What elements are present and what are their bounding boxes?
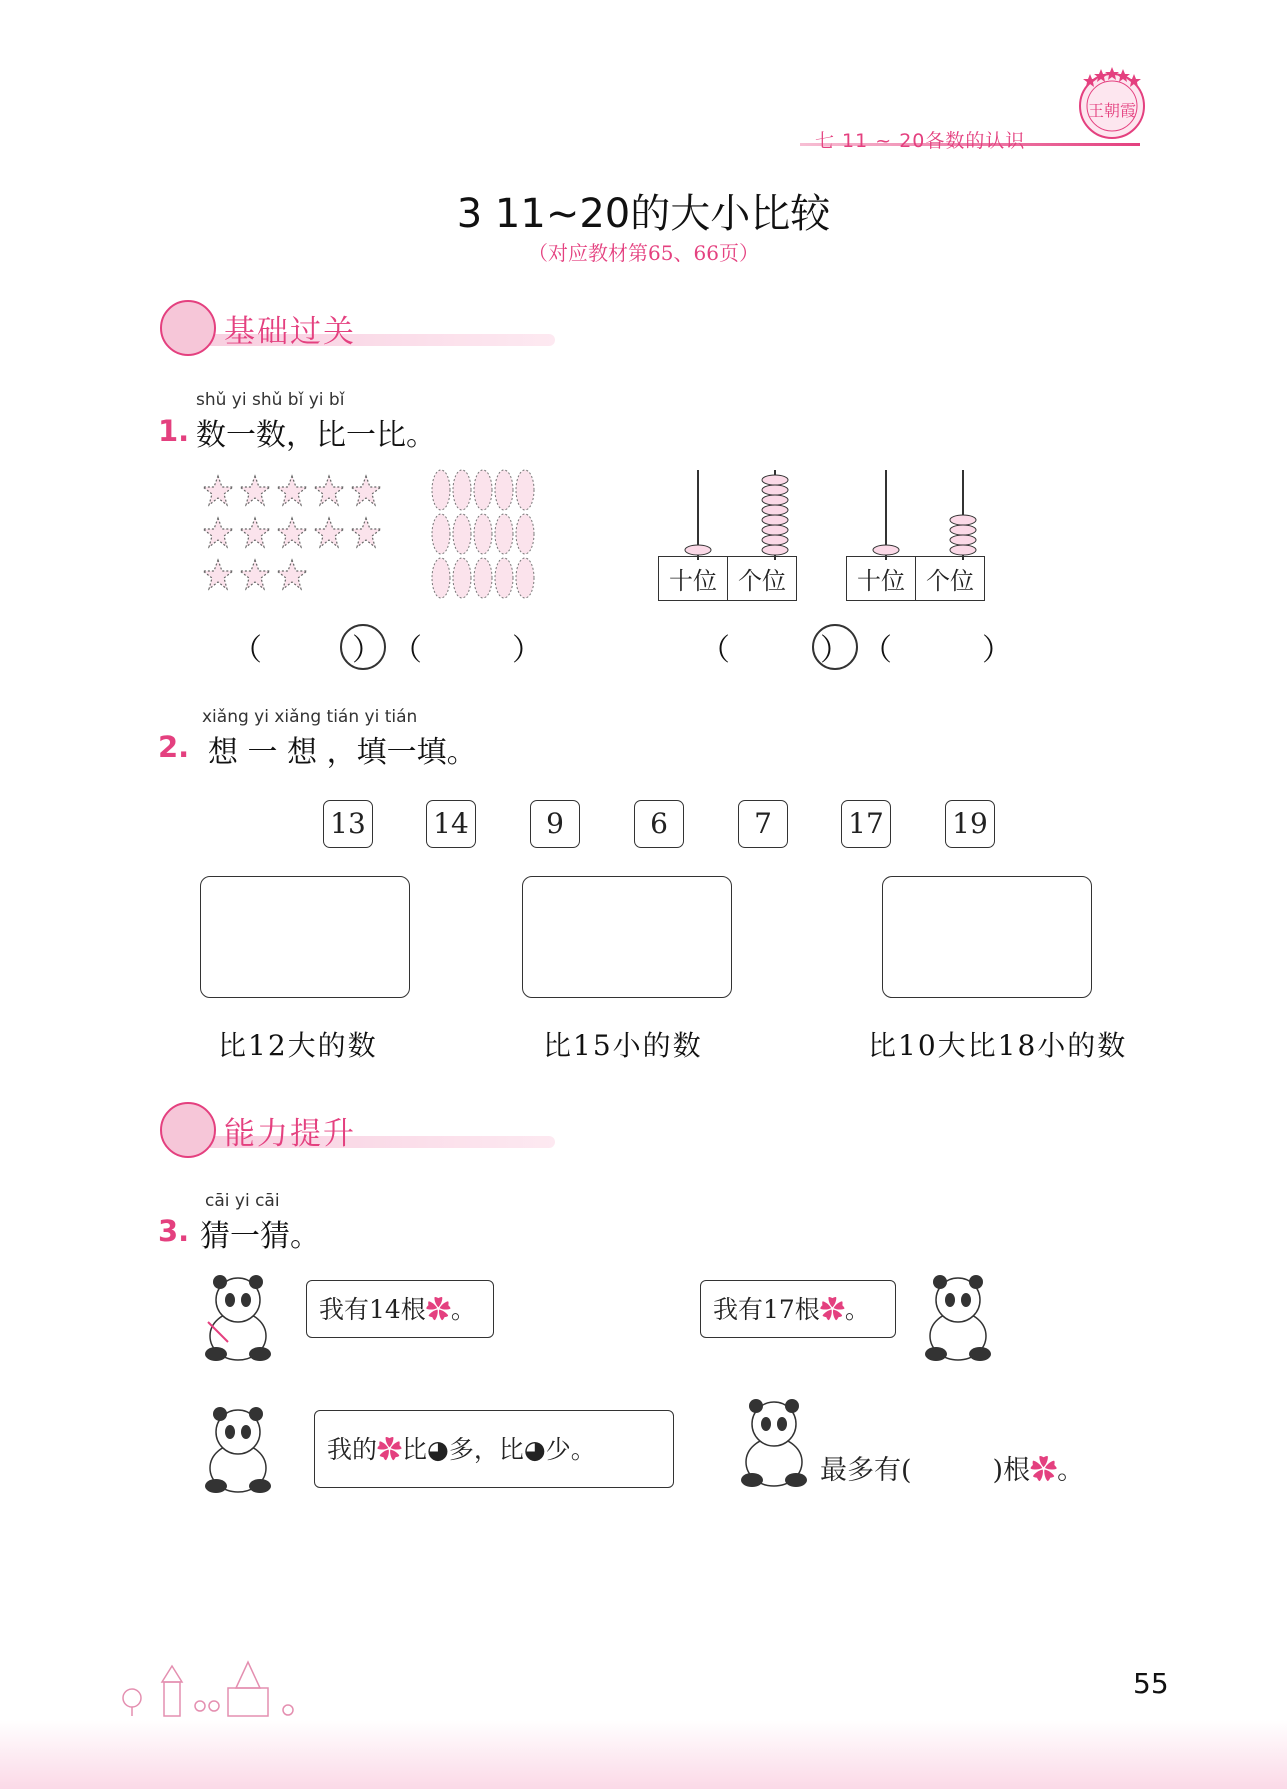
bubble-text: 少。 xyxy=(545,1435,596,1464)
most-answer-line xyxy=(820,1448,1084,1487)
number-card[interactable]: 17 xyxy=(841,800,891,848)
speech-bubble-compare xyxy=(314,1410,674,1488)
bubble-text: 我的 xyxy=(327,1435,378,1464)
abacus-bead xyxy=(950,525,976,535)
leaf-item xyxy=(474,470,492,510)
leaf-item xyxy=(432,558,450,598)
bamboo-icon: ✿ xyxy=(819,1295,845,1324)
abacus-bead xyxy=(950,545,976,555)
abacus-bead xyxy=(762,525,788,535)
compare-circle-left[interactable] xyxy=(340,624,386,670)
leaf-item xyxy=(495,470,513,510)
leaf-item xyxy=(516,514,534,554)
footer-band xyxy=(0,1720,1287,1789)
star-item xyxy=(240,476,270,505)
blank-abacus-right[interactable]: （ ） xyxy=(862,633,1012,668)
number-card[interactable]: 6 xyxy=(634,800,684,848)
leaf-item xyxy=(516,558,534,598)
star-item xyxy=(203,518,233,547)
leaf-item xyxy=(516,470,534,510)
page-title: 3 11~20的大小比较 xyxy=(456,191,831,237)
place-value-table-right xyxy=(846,556,985,601)
bubble-text: 比 xyxy=(402,1435,428,1464)
panda-icon xyxy=(198,1404,276,1494)
textbook-reference: （对应教材第65、66页） xyxy=(528,241,759,265)
star-item xyxy=(277,518,307,547)
answer-period: 。 xyxy=(1057,1455,1085,1486)
star-item xyxy=(203,476,233,505)
logo-text: 王朝霞 xyxy=(1087,101,1137,120)
girl-face-icon xyxy=(160,300,216,356)
leaf-item xyxy=(474,514,492,554)
ones-label: 个位 xyxy=(728,557,797,601)
blank-leaves[interactable]: （ ） xyxy=(392,633,542,668)
answer-box-less-15[interactable] xyxy=(522,876,732,998)
star-item xyxy=(240,560,270,589)
section-basic xyxy=(160,300,580,352)
bubble-period: 。 xyxy=(450,1295,476,1324)
number-card[interactable]: 9 xyxy=(530,800,580,848)
abacus-left-rods xyxy=(658,468,814,560)
page-number: 55 xyxy=(1133,1667,1169,1700)
leaf-item xyxy=(474,558,492,598)
q2-pinyin: xiǎng yi xiǎng tián yi tián xyxy=(202,707,418,727)
q3-text: 猜一猜。 xyxy=(200,1219,320,1254)
tens-label: 十位 xyxy=(659,557,728,601)
abacus-right-rods xyxy=(846,468,1002,560)
box-label: 比15小的数 xyxy=(543,1029,703,1062)
ones-label: 个位 xyxy=(916,557,985,601)
abacus-bead xyxy=(762,545,788,555)
speech-bubble-14 xyxy=(306,1280,494,1338)
place-value-table-left xyxy=(658,556,797,601)
panda-small-icon: ◕ xyxy=(523,1435,546,1464)
panda-small-icon: ◕ xyxy=(427,1435,449,1464)
leaf-item xyxy=(432,470,450,510)
bamboo-icon: ✿ xyxy=(1030,1455,1058,1486)
abacus-bead xyxy=(950,515,976,525)
blank-abacus-left[interactable]: （ ） xyxy=(700,633,850,668)
bamboo-icon: ✿ xyxy=(377,1435,403,1464)
speech-bubble-17 xyxy=(700,1280,896,1338)
star-item xyxy=(203,560,233,589)
panda-icon xyxy=(198,1272,276,1362)
leaf-item xyxy=(432,514,450,554)
brand-seal-logo xyxy=(1076,66,1148,144)
tens-label: 十位 xyxy=(847,557,916,601)
castle-decoration-icon xyxy=(118,1648,418,1718)
abacus-bead xyxy=(762,475,788,485)
section-advanced xyxy=(160,1102,580,1154)
star-item xyxy=(351,476,381,505)
q3-number: 3. xyxy=(158,1214,190,1248)
leaf-item xyxy=(495,558,513,598)
star-item xyxy=(240,518,270,547)
number-card[interactable]: 7 xyxy=(738,800,788,848)
bubble-text: 我有17根 xyxy=(713,1295,820,1324)
boy-face-icon xyxy=(160,1102,216,1158)
bubble-text: 我有14根 xyxy=(319,1295,426,1324)
star-item xyxy=(277,476,307,505)
panda-icon xyxy=(734,1394,812,1490)
q1-text: 数一数，比一比。 xyxy=(196,418,436,453)
box-label: 比12大的数 xyxy=(218,1029,378,1062)
panda-icon xyxy=(918,1272,996,1362)
q1-number: 1. xyxy=(158,414,190,448)
star-item xyxy=(314,518,344,547)
bamboo-icon: ✿ xyxy=(425,1295,451,1324)
box-label: 比10大比18小的数 xyxy=(868,1029,1128,1062)
answer-box-between-10-18[interactable] xyxy=(882,876,1092,998)
abacus-bead xyxy=(762,515,788,525)
abacus-bead xyxy=(762,485,788,495)
answer-box-greater-12[interactable] xyxy=(200,876,410,998)
bubble-text: 多，比 xyxy=(448,1435,524,1464)
number-card[interactable]: 19 xyxy=(945,800,995,848)
star-item xyxy=(277,560,307,589)
blank-stars[interactable]: （ ） xyxy=(232,633,382,668)
number-card[interactable]: 13 xyxy=(323,800,373,848)
abacus-left xyxy=(658,468,814,596)
q2-text: 想 一 想 ，填一填。 xyxy=(208,735,477,770)
leaf-item xyxy=(453,558,471,598)
star-item xyxy=(314,476,344,505)
leaves-picture xyxy=(430,468,540,600)
answer-text[interactable]: 最多有( )根 xyxy=(820,1455,1031,1486)
abacus-bead xyxy=(762,535,788,545)
q3-pinyin: cāi yi cāi xyxy=(205,1191,280,1211)
abacus-right xyxy=(846,468,1002,596)
stars-picture xyxy=(198,470,388,598)
q1-pinyin: shǔ yi shǔ bǐ yi bǐ xyxy=(196,390,345,410)
number-card[interactable]: 14 xyxy=(426,800,476,848)
abacus-bead xyxy=(685,545,711,555)
abacus-bead xyxy=(762,505,788,515)
leaf-item xyxy=(453,514,471,554)
abacus-bead xyxy=(950,535,976,545)
bubble-period: 。 xyxy=(844,1295,870,1324)
chapter-heading: 七 11 ~ 20各数的认识 xyxy=(815,130,1026,152)
compare-circle-right[interactable] xyxy=(812,624,858,670)
section-label: 能力提升 xyxy=(224,1116,356,1152)
q2-number: 2. xyxy=(158,730,190,764)
leaf-item xyxy=(453,470,471,510)
star-item xyxy=(351,518,381,547)
abacus-bead xyxy=(762,495,788,505)
abacus-bead xyxy=(873,545,899,555)
section-label: 基础过关 xyxy=(224,314,356,350)
leaf-item xyxy=(495,514,513,554)
